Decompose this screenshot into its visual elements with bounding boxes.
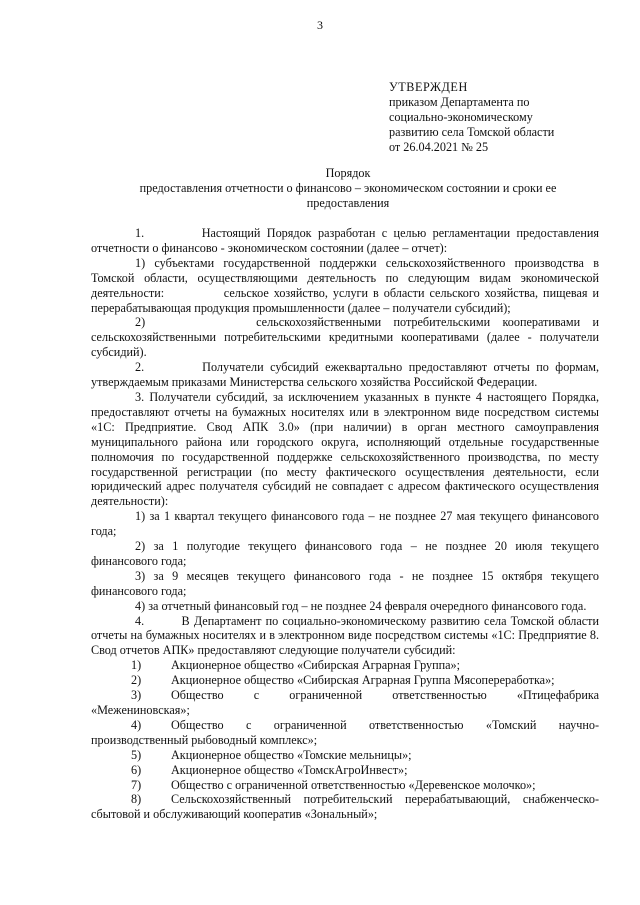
recipient-text-continued: производственный рыбоводный комплекс»; [91,732,318,747]
recipient-item [91,748,599,763]
document-body [91,226,599,822]
recipient-text-continued: сбытовой и обслуживающий кооператив «Зональный»; [91,807,378,822]
recipient-item [91,718,599,733]
paragraph-3-3: 3) за 9 месяцев текущего финансового года - не позднее 15 октября текущего финансового года; [91,568,599,598]
recipient-item [91,658,599,673]
title-line: предоставления отчетности о финансово – экономическом состоянии и сроки ее [139,181,557,195]
recipient-number: 4) [131,717,142,732]
recipient-item [91,688,599,703]
recipient-number: 7) [131,777,142,792]
recipient-number: 3) [131,688,142,703]
recipient-item [91,792,599,807]
recipient-number: 1) [131,658,142,673]
recipient-item [91,778,599,793]
recipient-text: Общество с ограниченной ответственностью «Деревенское молочко»; [171,777,536,792]
document-title [88,166,608,211]
paragraph-1: 1. Настоящий Порядок разработан с целью регламентации предоставления отчетности о финансово - экономическом состоянии (далее – отчет): [91,226,599,255]
paragraph-3: 3. Получатели субсидий, за исключением указанных в пункте 4 настоящего Порядка, предоставляют отчеты на бумажных носителях или в электронном виде посредством системы «1С: Предприятие. Свод АПК 3.0» (при наличии) в орган местного самоуправления муниципального района или городского округа, исполняющий отдельные государственные полномочия по государственной поддержке сельскохозяйственного производства, по месту государственной регистрации (по месту фактического осуществления деятельности, если юридический адрес получателя субсидий не совпадает с адресом фактического осуществления деятельности): [91,389,599,509]
recipient-item [91,763,599,778]
paragraph-3-2: 2) за 1 полугодие текущего финансового года – не позднее 20 июля текущего финансового года; [91,539,599,568]
paragraph-2: 2. Получатели субсидий ежеквартально предоставляют отчеты по формам, утверждаемым приказами Министерства сельского хозяйства Российской Федерации. [91,360,599,390]
recipient-text-continued: «Межениновская»; [91,703,190,717]
approval-line: от 26.04.2021 № 25 [389,140,489,154]
recipient-number: 8) [131,792,142,807]
recipient-number: 6) [131,762,142,777]
approval-line: приказом Департамента по [389,95,530,109]
approval-line: развитию села Томской области [389,125,555,139]
paragraph-4: 4. В Департамент по социально-экономическому развитию села Томской области отчеты на бумажных носителях и в электронном виде посредством системы «1С: Предприятие 8. Свод отчетов АПК» предоставляют следующие получатели субсидий: [91,613,599,658]
recipient-text: Общество с ограниченной ответственностью «Томский научно- [171,717,599,732]
page-number: 3 [317,18,323,32]
recipient-number: 5) [131,747,142,762]
recipient-text: Акционерное общество «ТомскАгроИнвест»; [171,762,408,777]
approval-heading: УТВЕРЖДЕН [389,80,468,94]
recipient-number: 2) [131,673,142,688]
paragraph-1-2: 2) сельскохозяйственными потребительскими кооперативами и сельскохозяйственными потребительскими кредитными кооперативами (далее - получатели субсидий). [91,315,599,360]
recipient-text: Общество с ограниченной ответственностью «Птицефабрика [171,688,599,703]
recipient-item [91,673,599,688]
recipient-text: Акционерное общество «Томские мельницы»; [171,747,412,762]
recipient-text: Сельскохозяйственный потребительский перерабатывающий, снабженческо- [171,792,599,807]
title-line: предоставления [306,196,390,210]
recipient-text: Акционерное общество «Сибирская Аграрная Группа»; [171,658,461,673]
paragraph-3-1: 1) за 1 квартал текущего финансового года – не позднее 27 мая текущего финансового года; [91,509,599,539]
title-line: Порядок [325,166,371,180]
approval-block [389,80,629,155]
approval-line: социально-экономическому [389,110,533,124]
recipient-text: Акционерное общество «Сибирская Аграрная Группа Мясопереработка»; [171,673,555,688]
paragraph-3-4: 4) за отчетный финансовый год – не позднее 24 февраля очередного финансового года. [135,598,587,613]
paragraph-1-1: 1) субъектами государственной поддержки сельскохозяйственного производства в Томской области, осуществляющими деятельность по следующим видам экономической деятельности: сельское хозяйство, услуги в области сельского хозяйства, пищевая и перерабатывающая продукция промышленности (далее – получатели субсидий); [91,255,599,315]
